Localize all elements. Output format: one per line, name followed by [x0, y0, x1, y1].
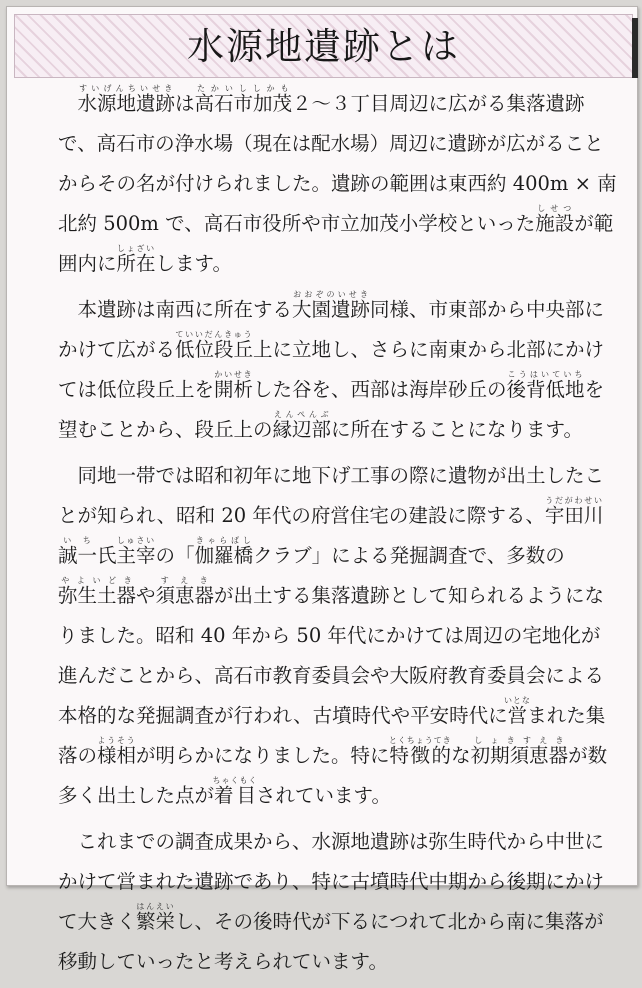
- furigana-word: 大園遺跡おおぞのいせき: [292, 290, 371, 321]
- furigana-word: 須恵器すえき: [155, 576, 215, 607]
- furigana-word: 様相ようそう: [97, 736, 137, 767]
- text-run: ２～３丁目周辺に広がる集落遺跡で、高石市の浄水場（現在は配水場）周辺に遺跡が広がることからその名が付けられました。遺跡の範囲は東西約 400m × 南北約 500m で、高石市役所や市立加茂小学校といった: [58, 92, 617, 235]
- text-run: し、その後時代が下るにつれて北から南に集落が移動していったと考えられています。: [58, 910, 604, 973]
- text-run: 同様、市東部から中央部にかけて広がる: [58, 298, 605, 361]
- furigana-word: 後背低地こうはいていち: [506, 370, 585, 401]
- furigana-word: 縁辺部えんぺんぶ: [272, 410, 332, 441]
- furigana-word: 水源地遺跡すいげんちいせき: [77, 84, 176, 115]
- paragraph: [58, 822, 618, 982]
- page-title: 水源地遺跡とは: [187, 25, 460, 68]
- furigana-word: 特徴的とくちょうてき: [388, 736, 452, 767]
- text-run: が範囲内に: [58, 212, 614, 275]
- text-run: は: [175, 92, 195, 115]
- text-run: が明らかになりました。特に: [136, 744, 390, 767]
- text-run: の「: [155, 544, 195, 567]
- paragraph: [58, 456, 618, 816]
- furigana-word: 営いとな: [503, 696, 531, 727]
- text-run: します。: [155, 252, 232, 275]
- text-run: クラブ」による発掘調査で、多数の: [253, 544, 565, 567]
- text-run: が出土する集落遺跡として知られるようになりました。昭和 40 年から 50 年代にかけては周辺の宅地化が進んだことから、高石市教育委員会や大阪府教育委員会による本格的な発掘調査が行われ、古墳時代や平安時代に: [58, 584, 605, 727]
- furigana-word: 施設しせつ: [535, 204, 575, 235]
- furigana-word: 初期須恵器しょきすえき: [470, 736, 569, 767]
- text-run: 本遺跡は南西に所在する: [77, 298, 293, 321]
- furigana-word: 開析かいせき: [214, 370, 254, 401]
- furigana-word: 高石市加茂たかいししかも: [194, 84, 293, 115]
- furigana-word: 繁栄はんえい: [136, 902, 176, 933]
- furigana-word: 低位段丘ていいだんきゅう: [175, 330, 254, 361]
- text-run: が数多く出土した点が: [58, 744, 608, 807]
- text-run: 氏: [97, 544, 117, 567]
- furigana-word: 伽羅橋きゃらばし: [194, 536, 254, 567]
- text-run: これまでの調査成果から、水源地遺跡は弥生時代から中世にかけて営まれた遺跡であり、特に古墳時代中期から後期にかけて大きく: [58, 830, 605, 933]
- text-run: 同地一帯では昭和初年に地下げ工事の際に遺物が出土したことが知られ、昭和 20 年代の府営住宅の建設に際する、: [58, 464, 605, 527]
- body-text: [58, 84, 618, 988]
- paragraph: [58, 84, 618, 284]
- text-run: まれた集落の: [58, 704, 606, 767]
- furigana-word: 宇田川誠一うだがわせいいち: [58, 496, 604, 567]
- text-run: を望むことから、段丘上の: [58, 378, 605, 441]
- furigana-word: 着目ちゃくもく: [212, 776, 258, 807]
- text-run: に所在することになります。: [331, 418, 583, 441]
- text-run: な: [451, 744, 471, 767]
- text-run: や: [136, 584, 156, 607]
- text-run: されています。: [256, 784, 391, 807]
- furigana-word: 弥生土器やよいどき: [58, 576, 137, 607]
- title-banner: [14, 14, 633, 78]
- text-run: 上に立地し、さらに南東から北部にかけては低位段丘上を: [58, 338, 605, 401]
- paragraph: [58, 290, 618, 450]
- furigana-word: 所在しょざい: [116, 244, 156, 275]
- text-run: した谷を、西部は海岸砂丘の: [253, 378, 507, 401]
- furigana-word: 主宰しゅさい: [116, 536, 156, 567]
